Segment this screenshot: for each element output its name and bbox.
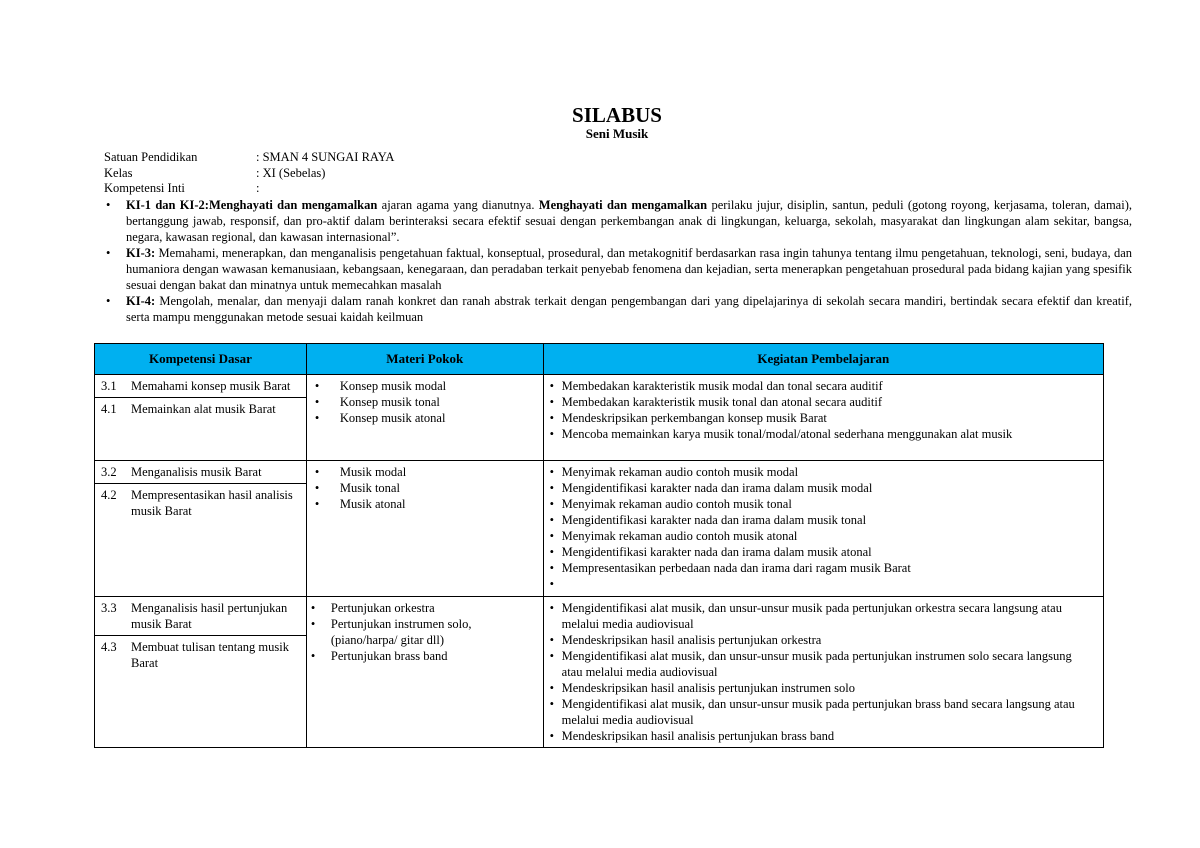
kd-number: 3.1	[101, 378, 117, 393]
kegiatan-list	[544, 461, 1103, 595]
bullet-icon: •	[106, 245, 111, 260]
table-row	[95, 460, 1104, 596]
ki-item-1-2	[94, 197, 1132, 245]
kegiatan-list	[544, 375, 1103, 445]
kd-text: Memainkan alat musik Barat	[131, 401, 276, 416]
header-kegiatan-pembelajaran: Kegiatan Pembelajaran	[543, 343, 1103, 374]
meta-block	[104, 150, 1132, 197]
list-item: • Membedakan karakteristik musik tonal dan atonal secara auditif	[550, 394, 1083, 410]
table-header-row	[95, 343, 1104, 374]
list-item: • Mendeskripsikan perkembangan konsep musik Barat	[550, 410, 1083, 426]
list-item: • Mengidentifikasi karakter nada dan irama dalam musik modal	[550, 480, 1083, 496]
document-page	[94, 104, 1132, 748]
list-item: • Pertunjukan orkestra	[309, 600, 539, 616]
bullet-icon: •	[106, 293, 111, 308]
meta-row-satuan	[104, 150, 1132, 166]
kd-item	[95, 397, 306, 420]
materi-list	[307, 375, 543, 430]
kd-text: Memahami konsep musik Barat	[131, 378, 291, 393]
materi-list	[307, 597, 543, 668]
kd-cell	[95, 374, 307, 460]
list-item: • Mencoba memainkan karya musik tonal/modal/atonal sederhana menggunakan alat musik	[550, 426, 1083, 442]
kd-item	[95, 375, 306, 397]
ki-text: Memahami, menerapkan, dan menganalisis pengetahuan faktual, konseptual, prosedural, dan metakognitif berdasarkan rasa ingin tahunya tentang ilmu pengetahuan, teknologi, seni, budaya, dan humaniora dengan wawasan kemanusiaan, kebangsaan, kenegaraan, dan peradaban terkait penyebab fenomena dan kejadian, serta menerapkan pengetahuan prosedural pada bidang kajian yang spesifik sesuai dengan bakat dan minatnya untuk memecahkan masalah	[126, 245, 1132, 292]
list-item: • Menyimak rekaman audio contoh musik modal	[550, 464, 1083, 480]
ki-label: KI-3:	[126, 245, 156, 260]
list-item: • Mengidentifikasi alat musik, dan unsur-unsur musik pada pertunjukan instrumen solo secara langsung atau melalui media audiovisual	[550, 648, 1083, 680]
bullet-icon: •	[106, 197, 111, 212]
kd-number: 4.2	[101, 487, 117, 502]
meta-label: Kompetensi Inti	[104, 181, 185, 195]
ki-item-3	[94, 245, 1132, 293]
ki-text: Mengolah, menalar, dan menyaji dalam ranah konkret dan ranah abstrak terkait dengan pengembangan dari yang dipelajarinya di sekolah secara mandiri, bertindak secara efektif dan kreatif, serta mampu menggunakan metode sesuai kaidah keilmuan	[126, 293, 1132, 324]
list-item: • Konsep musik tonal	[313, 394, 539, 410]
list-item: • Menyimak rekaman audio contoh musik tonal	[550, 496, 1083, 512]
kd-text: Menganalisis musik Barat	[131, 464, 262, 479]
kd-number: 4.3	[101, 639, 117, 654]
meta-row-kompetensi-inti	[104, 181, 1132, 197]
kd-number: 3.3	[101, 600, 117, 615]
list-item: • Mengidentifikasi karakter nada dan irama dalam musik atonal	[550, 544, 1083, 560]
kd-number: 3.2	[101, 464, 117, 479]
list-item: • Menyimak rekaman audio contoh musik atonal	[550, 528, 1083, 544]
kd-item	[95, 597, 306, 635]
materi-cell	[306, 460, 543, 596]
kd-item	[95, 461, 306, 483]
list-item: • Konsep musik modal	[313, 378, 539, 394]
ki-emphasis: Menghayati dan mengamalkan	[538, 197, 708, 212]
ki-text: ajaran agama yang dianutnya.	[377, 197, 539, 212]
page-title: SILABUS	[572, 103, 662, 127]
list-item: • Mendeskripsikan hasil analisis pertunjukan instrumen solo	[550, 680, 1083, 696]
list-item: • Musik tonal	[313, 480, 539, 496]
kd-text: Menganalisis hasil pertunjukan musik Barat	[131, 600, 288, 631]
ki-label: KI-1 dan KI-2:Menghayati dan mengamalkan	[126, 197, 378, 212]
kd-item	[95, 635, 306, 674]
ki-list	[94, 197, 1132, 325]
kd-cell	[95, 596, 307, 747]
list-item: • Mendeskripsikan hasil analisis pertunjukan orkestra	[550, 632, 1083, 648]
meta-value: :	[256, 181, 260, 195]
materi-cell	[306, 596, 543, 747]
list-item: • Musik modal	[313, 464, 539, 480]
list-item: • Pertunjukan instrumen solo, (piano/harpa/ gitar dll)	[309, 616, 539, 648]
list-item: • Mendeskripsikan hasil analisis pertunjukan brass band	[550, 728, 1083, 744]
kegiatan-list	[544, 597, 1103, 747]
list-item: • Mengidentifikasi karakter nada dan irama dalam musik tonal	[550, 512, 1083, 528]
meta-value: : XI (Sebelas)	[256, 165, 326, 180]
materi-cell	[306, 374, 543, 460]
list-item: • Mengidentifikasi alat musik, dan unsur-unsur musik pada pertunjukan orkestra secara langsung atau melalui media audiovisual	[550, 600, 1083, 632]
list-item: • Musik atonal	[313, 496, 539, 512]
kd-cell	[95, 460, 307, 596]
meta-value: : SMAN 4 SUNGAI RAYA	[256, 150, 395, 164]
meta-row-kelas	[104, 166, 1132, 182]
table-row	[95, 596, 1104, 747]
silabus-table	[94, 343, 1104, 748]
kegiatan-cell	[543, 374, 1103, 460]
kd-item	[95, 483, 306, 522]
page-subtitle: Seni Musik	[585, 126, 649, 141]
header-materi-pokok: Materi Pokok	[306, 343, 543, 374]
kd-number: 4.1	[101, 401, 117, 416]
meta-label: Satuan Pendidikan	[104, 150, 198, 164]
list-item: • Konsep musik atonal	[313, 410, 539, 426]
kegiatan-cell	[543, 596, 1103, 747]
list-item: • Membedakan karakteristik musik modal dan tonal secara auditif	[550, 378, 1083, 394]
header-kompetensi-dasar: Kompetensi Dasar	[95, 343, 307, 374]
ki-label: KI-4:	[126, 293, 156, 308]
list-item: • Mengidentifikasi alat musik, dan unsur-unsur musik pada pertunjukan brass band secara langsung atau melalui media audiovisual	[550, 696, 1083, 728]
kegiatan-cell	[543, 460, 1103, 596]
materi-list	[307, 461, 543, 516]
ki-text: perilaku jujur, disiplin, santun, peduli (gotong royong, kerjasama, toleran, damai), bertanggung jawab, responsif, dan pro-aktif dalam berinteraksi secara efektif sesuai dengan perkembangan anak di lingkungan, keluarga, sekolah, masyarakat dan lingkungan alam sekitar, bangsa, negara, kawasan regional, dan kawasan internasional”.	[126, 197, 1132, 244]
kd-text: Mempresentasikan hasil analisis musik Barat	[131, 487, 293, 518]
list-item: • Pertunjukan brass band	[309, 648, 539, 664]
list-item	[550, 576, 1083, 592]
list-item: • Mempresentasikan perbedaan nada dan irama dari ragam musik Barat	[550, 560, 1083, 576]
ki-item-4	[94, 293, 1132, 325]
kd-text: Membuat tulisan tentang musik Barat	[131, 639, 289, 670]
meta-label: Kelas	[104, 165, 133, 180]
table-row	[95, 374, 1104, 460]
